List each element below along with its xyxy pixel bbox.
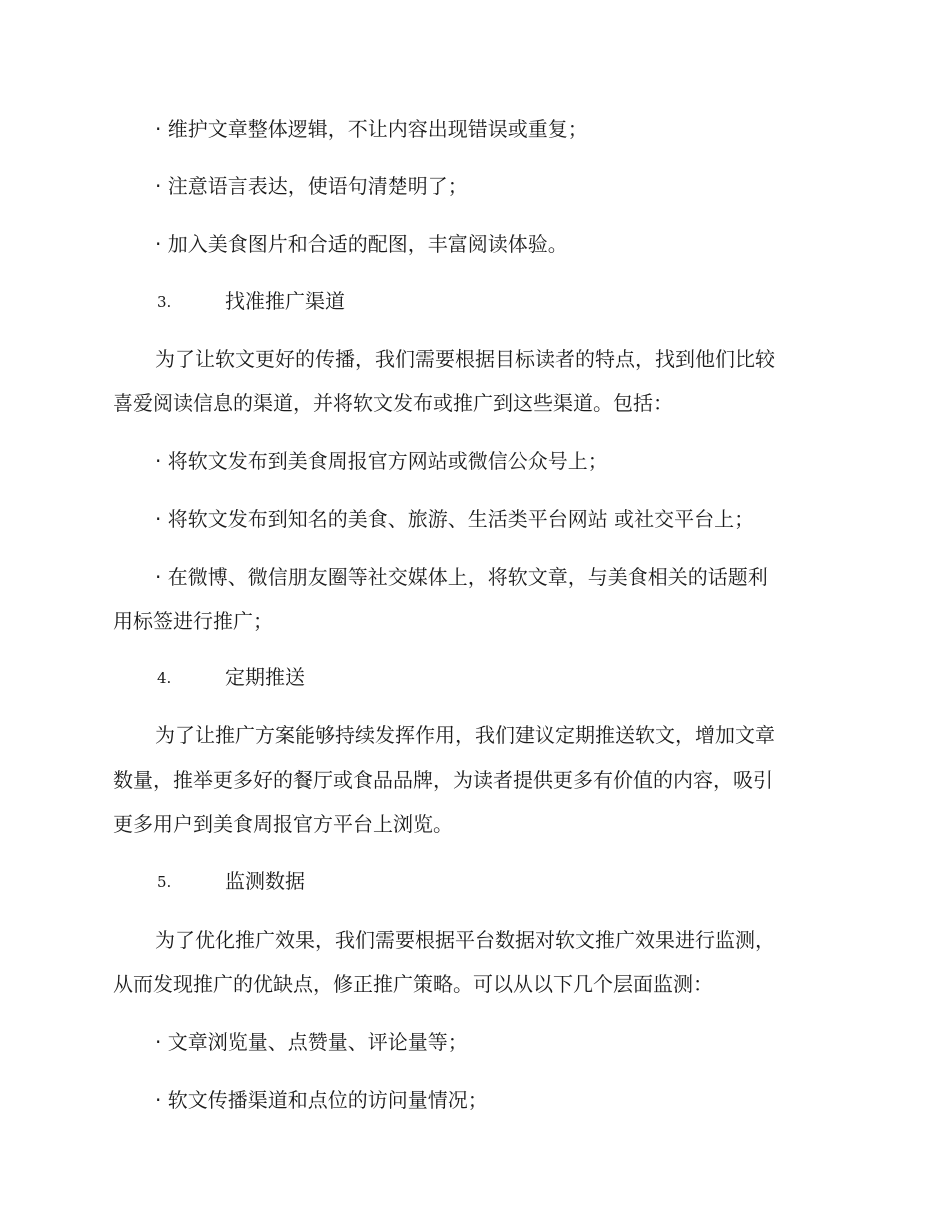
section-number: 3. [157, 293, 172, 311]
paragraph-line: 更多用户到美食周报官方平台上浏览。 [113, 812, 453, 836]
bullet-item: · 软文传播渠道和点位的访问量情况； [155, 1088, 488, 1112]
bullet-item: · 注意语言表达，使语句清楚明了； [155, 174, 468, 198]
bullet-item: · 文章浏览量、点赞量、评论量等； [155, 1030, 468, 1054]
bullet-item: · 在微博、微信朋友圈等社交媒体上，将软文章，与美食相关的话题利 [155, 565, 768, 589]
bullet-item: · 将软文发布到知名的美食、旅游、生活类平台网站 或社交平台上； [155, 507, 755, 531]
paragraph-line: 为了优化推广效果，我们需要根据平台数据对软文推广效果进行监测， [155, 928, 775, 952]
paragraph-line: 为了让推广方案能够持续发挥作用，我们建议定期推送软文，增加文章 [155, 723, 775, 747]
bullet-continuation: 用标签进行推广； [113, 609, 273, 633]
section-heading: 定期推送 [225, 665, 305, 689]
section-number: 5. [157, 873, 172, 891]
section-heading: 监测数据 [225, 869, 305, 893]
paragraph-line: 喜爱阅读信息的渠道，并将软文发布或推广到这些渠道。包括： [113, 391, 673, 415]
paragraph-line: 数量，推举更多好的餐厅或食品品牌，为读者提供更多有价值的内容，吸引 [113, 768, 773, 792]
bullet-item: · 加入美食图片和合适的配图，丰富阅读体验。 [155, 232, 568, 256]
section-number: 4. [157, 669, 172, 687]
paragraph-line: 为了让软文更好的传播，我们需要根据目标读者的特点，找到他们比较 [155, 347, 775, 371]
bullet-item: · 维护文章整体逻辑，不让内容出现错误或重复； [155, 117, 588, 141]
paragraph-line: 从而发现推广的优缺点，修正推广策略。可以从以下几个层面监测： [113, 972, 713, 996]
section-heading: 找准推广渠道 [225, 289, 345, 313]
bullet-item: · 将软文发布到美食周报官方网站或微信公众号上； [155, 449, 608, 473]
